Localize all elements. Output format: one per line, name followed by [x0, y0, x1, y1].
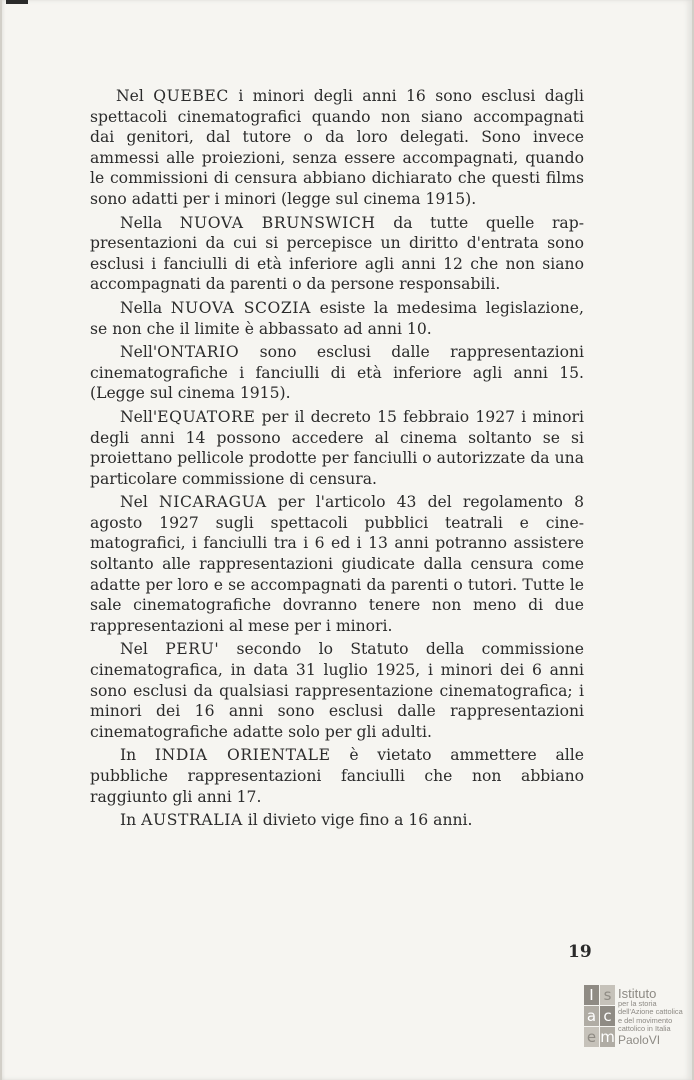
paragraph-india-orientale: In INDIA ORIENTALE è vietato ammettere alle pubbliche rappresentazioni fanciulli che non abbiano raggiunto gli anni 17. [90, 746, 584, 806]
logo-letter: m [600, 1028, 615, 1046]
paragraph-equatore: Nell'EQUATORE per il decreto 15 febbraio 1927 i minori degli anni 14 possono accedere al cinema soltanto se si proiettano pellicole prodotte per fanciulli o autorizzate da una particolare commissione di censura. [90, 407, 584, 488]
place-name: NUOVA SCOZIA [170, 298, 311, 317]
place-name: ONTARIO [157, 343, 240, 362]
place-name: QUEBEC [153, 87, 229, 105]
scan-edge-mark [6, 0, 28, 4]
logo-line: e del movimento [618, 1015, 673, 1025]
place-name: AUSTRALIA [141, 811, 243, 830]
logo-line: dell'Azione cattolica [618, 1007, 683, 1017]
place-name: PERU' [165, 640, 220, 659]
place-name: NICARAGUA [159, 493, 267, 512]
paragraph-ontario: Nell'ONTARIO sono esclusi dalle rappresentazioni cinematografiche i fanciulli di età inferiore agli anni 15. (Legge sul cinema 1915). [90, 343, 584, 403]
logo-letter: e [584, 1027, 599, 1047]
archive-watermark-logo [584, 985, 688, 1067]
logo-line: cattolico in Italia [618, 1024, 671, 1034]
logo-letter: s [600, 985, 615, 1005]
place-name: EQUATORE [157, 407, 256, 426]
paragraph-peru: Nel PERU' secondo lo Statuto della commissione cinematografica, in data 31 luglio 1925, i minori dei 6 anni sono esclusi da qualsiasi rappresentazione cinematografica; i minori dei 16 anni sono esclusi dalle rappresentazioni cinematografiche adatte solo per gli adulti. [90, 640, 584, 741]
logo-letter-grid [584, 985, 614, 1067]
place-name: NUOVA BRUNSWICH [179, 213, 376, 232]
paragraph-australia: In AUSTRALIA il divieto vige fino a 16 anni. [120, 811, 473, 830]
body-text [90, 86, 584, 834]
logo-letter: c [600, 1006, 615, 1026]
logo-letter: a [584, 1006, 599, 1026]
logo-name: PaoloVI [618, 1032, 661, 1047]
book-page [2, 0, 692, 1080]
paragraph-nuova-brunswich: Nella NUOVA BRUNSWICH da tutte quelle rappresentazioni da cui si percepisce un diritto d'entrata sono esclusi i fanciulli di età inferiore agli anni 12 che non siano accompagnati da parenti o da persone responsabili. [90, 213, 584, 294]
logo-letter: I [584, 985, 599, 1005]
paragraph-nuova-scozia: Nella NUOVA SCOZIA esiste la medesima legislazione, se non che il limite è abbassato ad anni 10. [90, 298, 584, 338]
logo-line: per la storia [618, 999, 657, 1008]
page-number: 19 [568, 942, 592, 962]
logo-caption [618, 987, 688, 1047]
logo-title: Istituto [618, 986, 657, 1001]
paragraph-quebec: Nel QUEBEC i minori degli anni 16 sono esclusi dagli spettacoli cinematografici quando non siano accompagnati dai genitori, dal tutore o da loro delegati. Sono invece ammessi alle proiezioni, senza essere accompagnati, quando le commissioni di censura abbiano dichiarato che questi films sono adatti per i minori (legge sul cinema 1915). [90, 87, 584, 208]
place-name: INDIA ORIENTALE [154, 746, 331, 765]
paragraph-nicaragua: Nel NICARAGUA per l'articolo 43 del regolamento 8 agosto 1927 sugli spettacoli pubblici teatrali e cinematografici, i fanciulli tra i 6 ed i 13 anni potranno assistere soltanto alle rappresentazioni giudicate dalla censura come adatte per loro e se accompagnati da parenti o tutori. Tutte le sale cinematografiche dovranno tenere non meno di due rappresentazioni al mese per i minori. [90, 493, 584, 635]
